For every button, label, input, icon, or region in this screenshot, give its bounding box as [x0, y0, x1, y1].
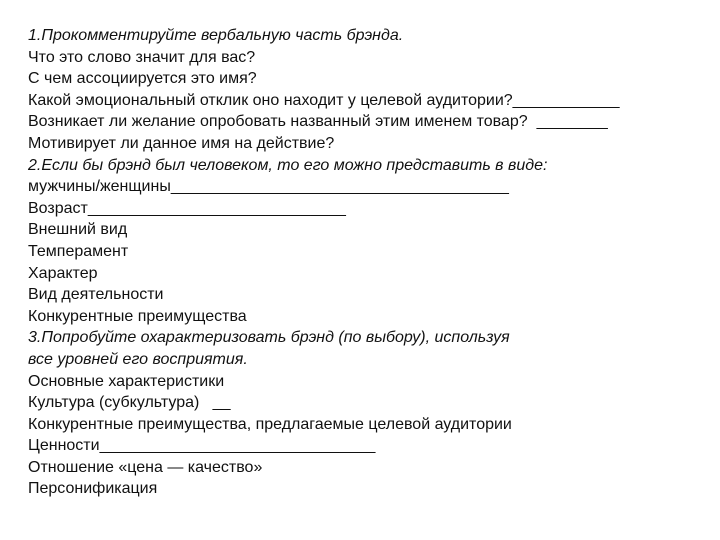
question-emotional-response: Какой эмоциональный отклик оно находит у целевой аудитории?____________ — [28, 91, 620, 109]
section-2-heading: 2.Если бы брэнд был человеком, то его можно представить в виде: — [28, 156, 548, 174]
document-body — [28, 25, 708, 500]
field-main-characteristics: Основные характеристики — [28, 372, 225, 390]
field-price-quality: Отношение «цена — качество» — [28, 458, 263, 476]
question-name-associations: С чем ассоциируется это имя? — [28, 70, 257, 88]
question-word-meaning: Что это слово значит для вас? — [28, 48, 256, 66]
field-occupation: Вид деятельности — [28, 286, 164, 304]
field-competitive-advantages: Конкурентные преимущества — [28, 307, 247, 325]
field-personification: Персонификация — [28, 480, 158, 498]
section-3-heading: 3.Попробуйте охарактеризовать брэнд (по выбору), используя — [28, 329, 510, 347]
field-offered-advantages: Конкурентные преимущества, предлагаемые целевой аудитории — [28, 415, 512, 433]
field-culture: Культура (субкультура) __ — [28, 394, 231, 412]
field-appearance: Внешний вид — [28, 221, 128, 239]
section-1-heading: 1.Прокомментируйте вербальную часть брэнда. — [28, 27, 404, 44]
field-values: Ценности_______________________________ — [28, 437, 376, 455]
section-3-heading-continued: все уровней его восприятия. — [28, 350, 248, 368]
field-gender: мужчины/женщины______________________________________ — [28, 178, 509, 196]
field-temperament: Темперамент — [28, 242, 129, 260]
question-motivates-action: Мотивирует ли данное имя на действие? — [28, 134, 335, 152]
field-character: Характер — [28, 264, 98, 282]
question-desire-to-try: Возникает ли желание опробовать названный этим именем товар? ________ — [28, 113, 608, 131]
field-age: Возраст_____________________________ — [28, 199, 346, 217]
